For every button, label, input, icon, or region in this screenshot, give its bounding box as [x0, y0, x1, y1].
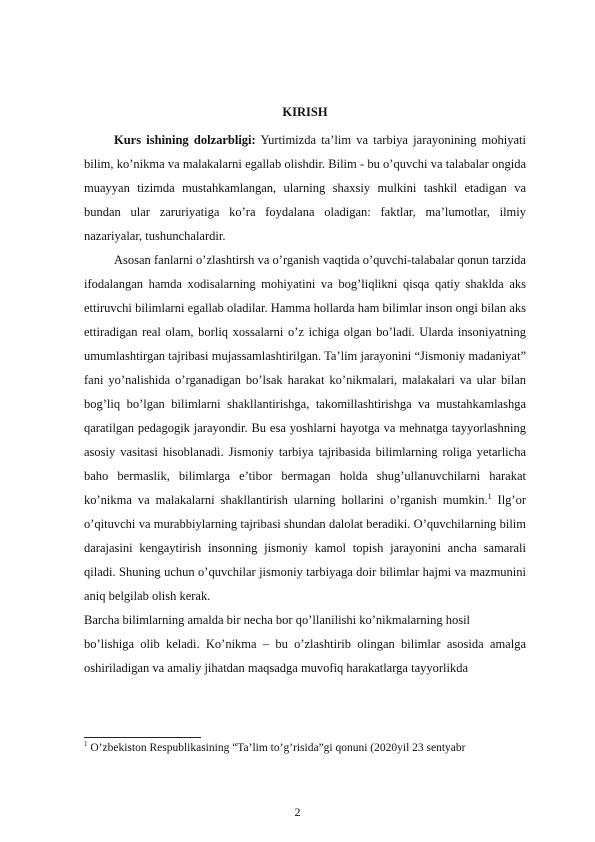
paragraph-lead: Kurs ishining dolzarbligi: — [114, 133, 256, 147]
paragraph-knowledge — [84, 248, 526, 608]
footnote-separator — [84, 737, 201, 738]
section-heading: KIRISH — [282, 105, 328, 119]
page-number: 2 — [294, 805, 301, 819]
footnote — [84, 740, 544, 756]
paragraph-text: Yurtimizda ta’lim va tarbiya jarayonining mohiyati bilim, ko’nikma va malakalarni egallab olishdir. Bilim - bu o’quvchi va talabalar ongida muayyan tizimda mustahkamlangan, ularning shaxsiy mulkini tashkil etadigan va bundan ular zaruriyatiga ko’ra foydalana oladigan: faktlar, ma’lumotlar, ilmiy nazariyalar, tushunchalardir. — [84, 133, 526, 243]
paragraph-text: bo’lishiga olib keladi. Ko’nikma – bu o’zlashtirib olingan bilimlar asosida amalga oshiriladigan va amaliy jihatdan maqsadga muvofiq harakatlarga tayyorlikda — [84, 637, 526, 675]
footnote-reference[interactable]: 1 — [487, 491, 492, 501]
paragraph-text: Barcha bilimlarning amalda bir necha bor qo’llanilishi ko’nikmalarning hosil — [84, 613, 471, 627]
paragraph-skills — [84, 632, 526, 680]
footnote-text: O’zbekiston Respublikasining “Ta’lim to’g’risida”gi qonuni (2020yil 23 sentyabr — [87, 742, 466, 754]
footnote-mark: 1 — [84, 740, 88, 749]
paragraph-relevance — [84, 128, 526, 248]
paragraph-text-continued: Ilg’or o’qituvchi va murabbiylarning tajribasi shundan dalolat beradiki. O’quvchilarning bilim darajasini kengaytirish insonning jismoniy kamol topish jarayonini ancha samarali qiladi. Shuning uchun o’quvchilar jismoniy tarbiyaga doir bilimlar hajmi va mazmunini aniq belgilab olish kerak. — [84, 493, 526, 603]
paragraph-skills-line — [84, 608, 526, 632]
paragraph-text: Asosan fanlarni o’zlashtirsh va o’rganish vaqtida o’quvchi-talabalar qonun tarzida ifodalangan hamda xodisalarning mohiyatini va bog’liqlikni qisqa qatiy shaklda aks ettiruvchi bilimlarni egallab oladilar. Hamma hollarda ham bilimlar inson ongi bilan aks ettiradigan real olam, borliq xossalarni o’z ichiga olgan bo’ladi. Ularda insoniyatning umumlashtirgan tajribasi mujassamlashtirilgan. Ta’lim jarayonini “Jismoniy madaniyat” fani yo’nalishida o’rganadigan bo’lsak harakat ko’nikmalari, malakalari va ular bilan bog’liq bo’lgan bilimlarni shakllantirishga, takomillashtirishga va mustahkamlashga qaratilgan pedagogik jarayondir. Bu esa yoshlarni hayotga va mehnatga tayyorlashning asosiy vasitasi hisoblanadi. Jismoniy tarbiya tajribasida bilimlarning roliga yetarlicha baho bermaslik, bilimlarga e’tibor bermagan holda shug’ullanuvchilarni harakat ko’nikma va malakalarni shakllantirish ularning hollarini o’rganish mumkin. — [84, 253, 526, 507]
body-text — [84, 128, 526, 680]
